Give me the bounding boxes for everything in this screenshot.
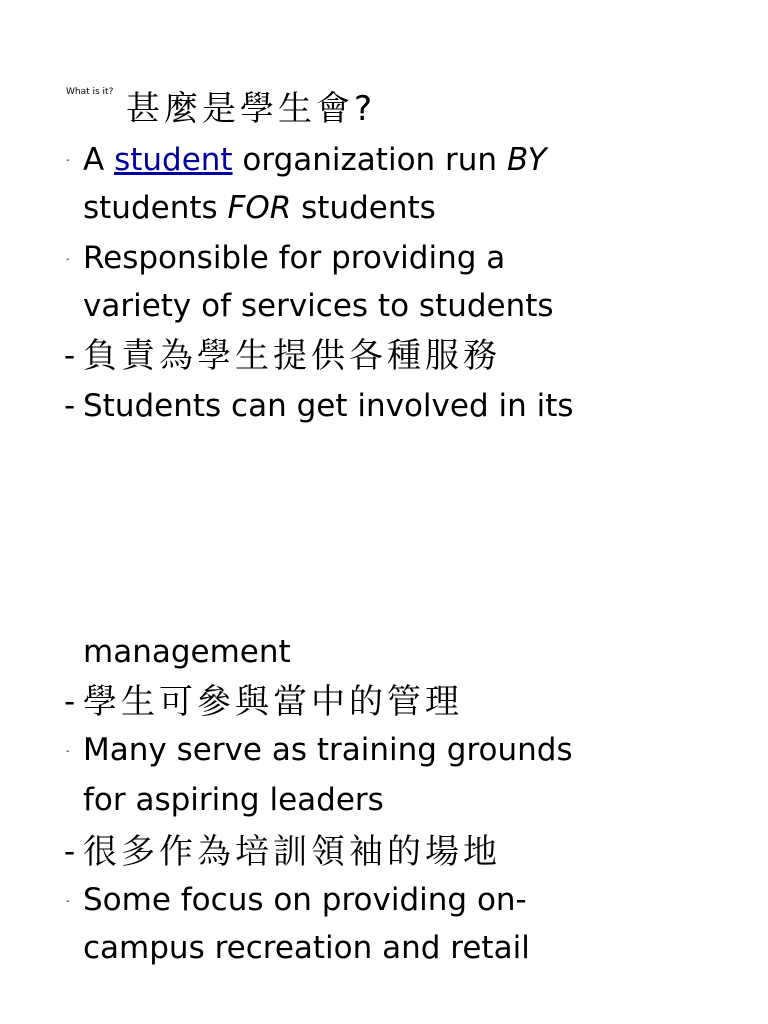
item1-line2	[83, 184, 436, 232]
bullet-8: -	[66, 896, 70, 907]
item1-mid: organization run	[232, 142, 507, 178]
item6-line2: for aspiring leaders	[83, 782, 384, 818]
page-title: 甚麼是學生會?	[126, 89, 377, 129]
item4-line2: management	[83, 634, 291, 670]
item1-em-for: FOR	[227, 190, 292, 226]
item8-line2: campus recreation and retail	[83, 930, 530, 966]
bullet-2: -	[66, 254, 70, 265]
item1-prefix: A	[83, 142, 115, 178]
item4-line1: Students can get involved in its	[83, 388, 574, 424]
item8-line1: Some focus on providing on-	[83, 882, 527, 918]
item5-text: 學生可參與當中的管理	[83, 682, 463, 722]
student-link[interactable]: student	[114, 142, 233, 178]
item1-em-by: BY	[506, 142, 547, 178]
item1-line2-start: students	[83, 190, 228, 226]
item6-line1: Many serve as training grounds	[83, 732, 573, 768]
small-label: What is it?	[66, 87, 114, 97]
item2-line2: variety of services to students	[83, 288, 554, 324]
bullet-3: -	[64, 338, 76, 374]
item7-text: 很多作為培訓領袖的場地	[83, 832, 501, 872]
bullet-4: -	[64, 388, 76, 424]
bullet-6: -	[66, 746, 70, 757]
item1-line1	[83, 136, 547, 184]
bullet-1: -	[66, 155, 70, 166]
item3-text: 負責為學生提供各種服務	[83, 336, 501, 376]
bullet-5: -	[64, 684, 76, 720]
item1-line2-end: students	[291, 190, 436, 226]
item2-line1: Responsible for providing a	[83, 240, 506, 276]
bullet-7: -	[64, 834, 76, 870]
